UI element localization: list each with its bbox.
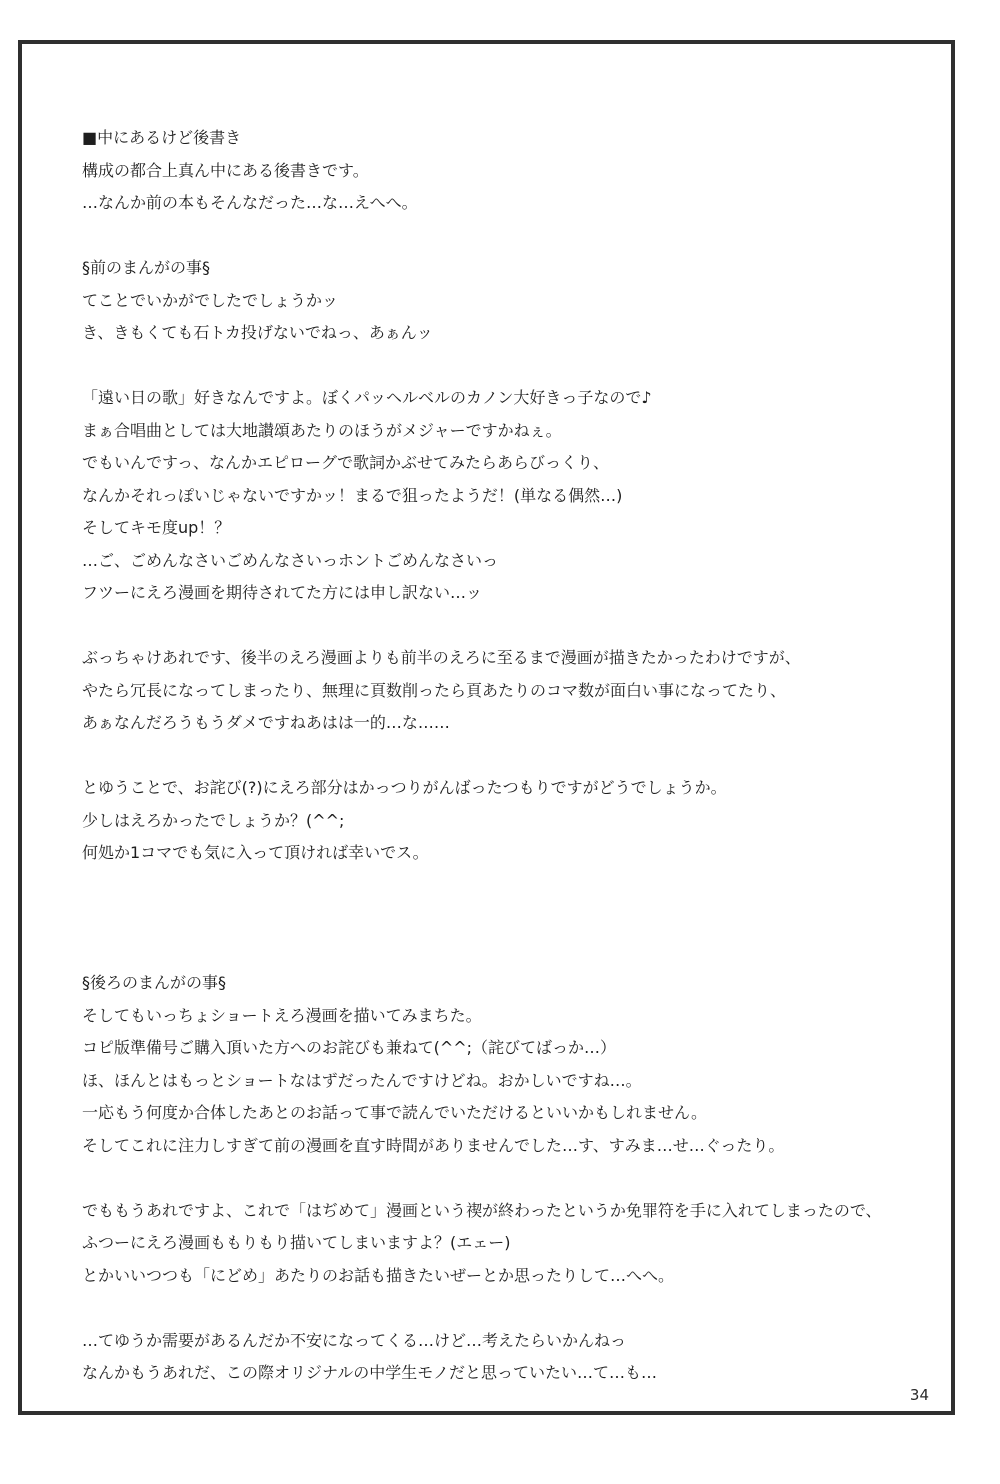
paragraph-gap — [82, 1292, 942, 1325]
text-line: そしてもいっちょショートえろ漫画を描いてみまちた。 — [82, 1005, 482, 1025]
text-line: あぁなんだろうもうダメですねあはは一的…な…… — [82, 713, 450, 732]
text-line: ふつーにえろ漫画ももりもり描いてしまいますよ？(エェー) — [82, 1233, 511, 1252]
text-line: てことでいかがでしたでしょうかッ — [82, 290, 339, 310]
text-line: そしてキモ度up！？ — [82, 518, 231, 537]
paragraph-gap — [82, 350, 942, 383]
text-line: 「遠い日の歌」好きなんですよ。ぼくパッヘルベルのカノン大好きっ子なので♪ — [82, 388, 652, 407]
text-line: き、きもくても石トカ投げないでねっ、あぁんッ — [82, 323, 433, 342]
afterword-heading: ■中にあるけど後書き — [82, 128, 242, 147]
section-title-front: §前のまんがの事§ — [82, 258, 211, 277]
text-line: コピ版準備号ご購入頂いた方へのお詫びも兼ねて(^^;（詫びてばっか…） — [82, 1038, 617, 1057]
text-line: でももうあれですよ、これで「はぢめて」漫画という禊が終わったというか免罪符を手に入れてしまったので、 — [82, 1200, 882, 1220]
text-line: ぶっちゃけあれです、後半のえろ漫画よりも前半のえろに至るまで漫画が描きたかったわけですが、 — [82, 648, 801, 667]
section-title-back: §後ろのまんがの事§ — [82, 973, 227, 992]
text-line: とかいいつつも「にどめ」あたりのお話も描きたいぜーとか思ったりして…へへ。 — [82, 1265, 675, 1285]
text-line: 一応もう何度か合体したあとのお話って事で読んでいただけるといいかもしれません。 — [82, 1103, 707, 1122]
text-line: ほ、ほんとはもっとショートなはずだったんですけどね。おかしいですね…。 — [82, 1070, 642, 1090]
text-line: まぁ合唱曲としては大地讃頌あたりのほうがメジャーですかねぇ。 — [82, 420, 562, 440]
page-number: 34 — [909, 1386, 929, 1404]
text-line: フツーにえろ漫画を期待されてた方には申し訳ない…ッ — [82, 583, 483, 602]
paragraph-gap — [82, 610, 942, 643]
text-line: そしてこれに注力しすぎて前の漫画を直す時間がありませんでした…す、すみま…せ…ぐったり。 — [82, 1135, 785, 1155]
section-gap — [82, 870, 942, 968]
text-line: なんかもうあれだ、この際オリジナルの中学生モノだと思っていたい…て…も… — [82, 1363, 658, 1382]
intro-line: …なんか前の本もそんなだった…な…えへへ。 — [82, 193, 418, 212]
text-line: 何処か1コマでも気に入って頂ければ幸いでス。 — [82, 843, 429, 862]
text-line: …ご、ごめんなさいごめんなさいっホントごめんなさいっ — [82, 550, 499, 570]
page-frame — [18, 40, 955, 1415]
text-line: なんかそれっぽいじゃないですかッ！まるで狙ったようだ！(単なる偶然…) — [82, 485, 623, 505]
text-line: …てゆうか需要があるんだか不安になってくる…けど…考えたらいかんねっ — [82, 1330, 627, 1350]
paragraph-gap — [82, 1162, 942, 1195]
paragraph-gap — [82, 220, 942, 253]
text-line: 少しはえろかったでしょうか？(^^; — [82, 810, 345, 830]
text-line: でもいんですっ、なんかエピローグで歌詞かぶせてみたらあらびっくり、 — [82, 453, 610, 472]
paragraph-gap — [82, 740, 942, 773]
intro-line: 構成の都合上真ん中にある後書きです。 — [82, 160, 369, 180]
text-line: やたら冗長になってしまったり、無理に頁数削ったら頁あたりのコマ数が面白い事になってたり、 — [82, 680, 787, 700]
text-line: とゆうことで、お詫び(?)にえろ部分はかっつりがんばったつもりですがどうでしょうか。 — [82, 778, 727, 797]
afterword-body — [82, 122, 942, 1390]
